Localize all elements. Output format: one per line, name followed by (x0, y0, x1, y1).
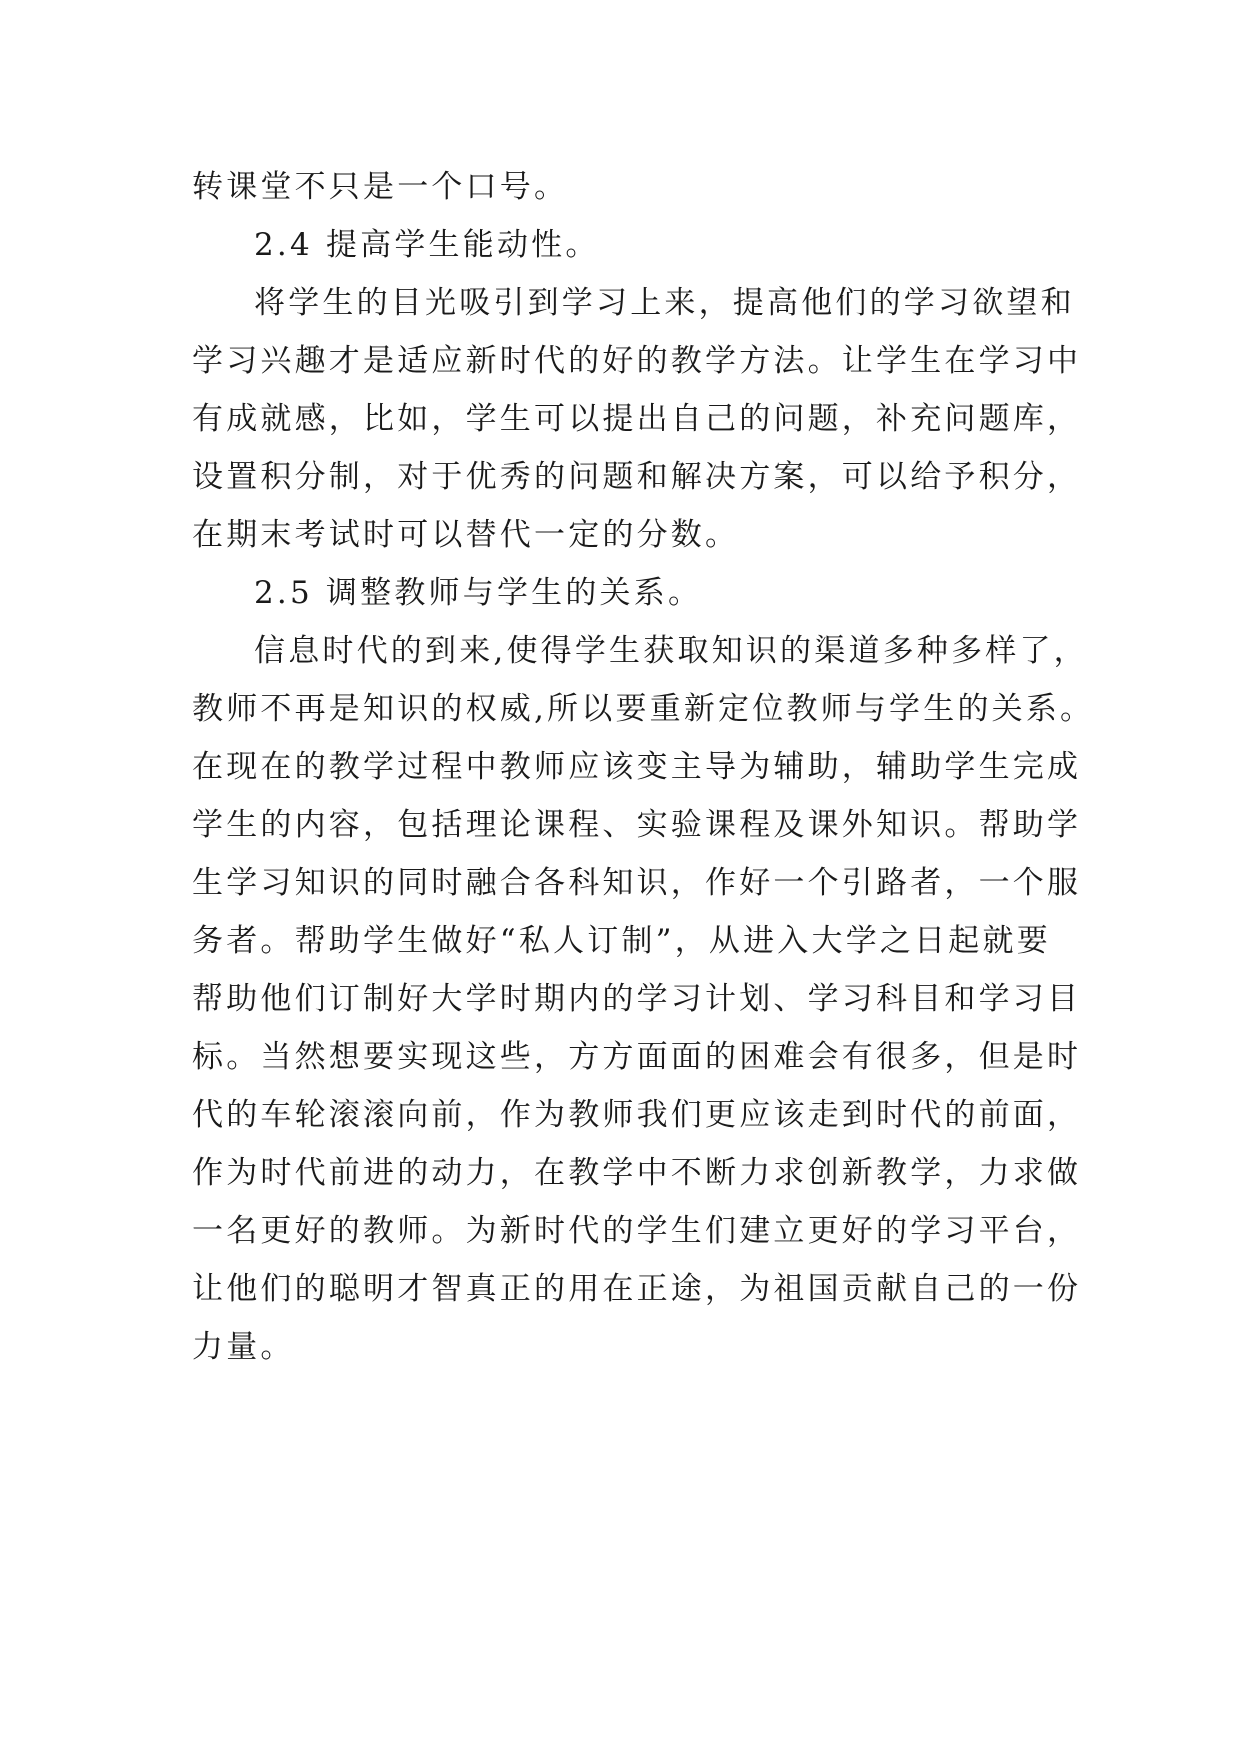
paragraph-line: 学生的内容，包括理论课程、实验课程及课外知识。帮助学 (192, 807, 1082, 843)
paragraph-line: 将学生的目光吸引到学习上来，提高他们的学习欲望和 (254, 285, 1075, 321)
paragraph-line: 在现在的教学过程中教师应该变主导为辅助，辅助学生完成 (192, 749, 1082, 785)
paragraph-line: 标。当然想要实现这些，方方面面的困难会有很多，但是时 (192, 1039, 1082, 1075)
paragraph-line: 作为时代前进的动力，在教学中不断力求创新教学，力求做 (192, 1155, 1082, 1191)
paragraph-line: 力量。 (192, 1329, 295, 1365)
paragraph-line: 学习兴趣才是适应新时代的好的教学方法。让学生在学习中 (192, 343, 1082, 379)
paragraph-line: 帮助他们订制好大学时期内的学习计划、学习科目和学习目 (192, 981, 1082, 1017)
paragraph-line: 在期末考试时可以替代一定的分数。 (192, 517, 740, 553)
paragraph-line: 一名更好的教师。为新时代的学生们建立更好的学习平台， (192, 1213, 1082, 1249)
paragraph-continuation-line: 转课堂不只是一个口号。 (192, 169, 569, 205)
paragraph-line: 信息时代的到来,使得学生获取知识的渠道多种多样了， (254, 633, 1088, 669)
paragraph-line: 生学习知识的同时融合各科知识，作好一个引路者，一个服 (192, 865, 1082, 901)
section-heading-2-5: 2.5 调整教师与学生的关系。 (254, 575, 703, 611)
paragraph-line: 代的车轮滚滚向前，作为教师我们更应该走到时代的前面， (192, 1097, 1082, 1133)
paragraph-line: 教师不再是知识的权威,所以要重新定位教师与学生的关系。 (192, 691, 1095, 727)
section-heading-2-4: 2.4 提高学生能动性。 (254, 227, 600, 263)
paragraph-line: 让他们的聪明才智真正的用在正途，为祖国贡献自己的一份 (192, 1271, 1082, 1307)
paragraph-line: 务者。帮助学生做好“私人订制”，从进入大学之日起就要 (192, 923, 1051, 959)
paragraph-line: 设置积分制，对于优秀的问题和解决方案，可以给予积分， (192, 459, 1082, 495)
paragraph-line: 有成就感，比如，学生可以提出自己的问题，补充问题库， (192, 401, 1082, 437)
